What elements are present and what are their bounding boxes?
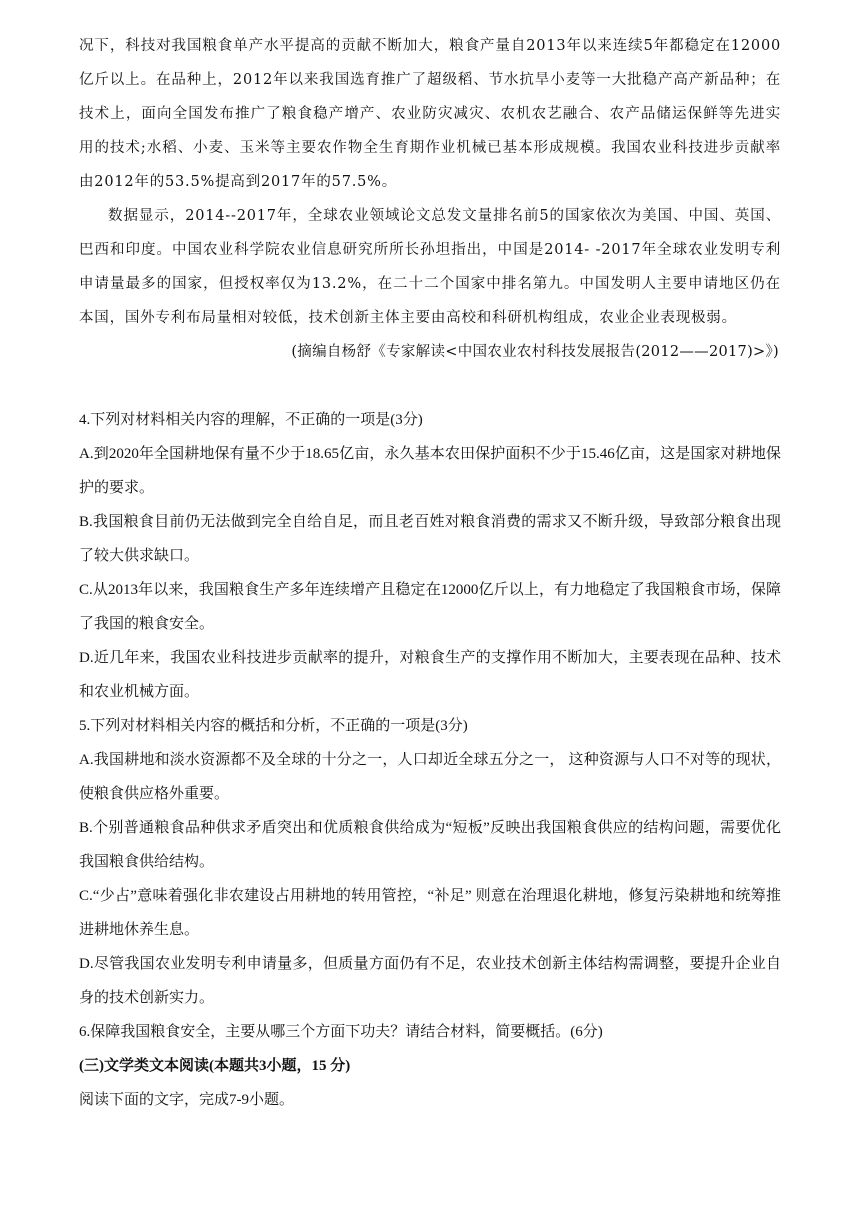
material-paragraph-1: 况下，科技对我国粮食单产水平提高的贡献不断加大，粮食产量自2013年以来连续5年都稳定在12000亿斤以上。在品种上，2012年以来我国选育推广了超级稻、节水抗旱小麦等一大批稳产高产新品种；在技术上，面向全国发布推广了粮食稳产增产、农业防灾减灾、农机农艺融合、农产品储运保鲜等先进实用的技术;水稻、小麦、玉米等主要农作物全生育期作业机械已基本形成规模。我国农业科技进步贡献率由2012年的53.5%提高到2017年的57.5%。	[79, 38, 781, 190]
question-4-stem: 4.下列对材料相关内容的理解，不正确的一项是(3分)	[79, 412, 423, 428]
material-source: (摘编自杨舒《专家解读<中国农业农村科技发展报告(2012——2017)>》)	[291, 344, 779, 360]
question-4-option-c: C.从2013年以来，我国粮食生产多年连续增产且稳定在12000亿斤以上，有力地稳定了我国粮食市场，保障了我国的粮食安全。	[79, 582, 781, 632]
questions	[79, 403, 781, 1117]
reading-material	[79, 29, 781, 369]
question-6-stem: 6.保障我国粮食安全，主要从哪三个方面下功夫？请结合材料，简要概括。(6分)	[79, 1024, 603, 1040]
question-4-option-d: D.近几年来，我国农业科技进步贡献率的提升，对粮食生产的支撑作用不断加大，主要表现在品种、技术和农业机械方面。	[79, 650, 781, 700]
question-5-option-a: A.我国耕地和淡水资源都不及全球的十分之一，人口却近全球五分之一， 这种资源与人口不对等的现状，使粮食供应格外重要。	[79, 752, 781, 802]
material-paragraph-2: 数据显示，2014--2017年，全球农业领域论文总发文量排名前5的国家依次为美国、中国、英国、巴西和印度。中国农业科学院农业信息研究所所长孙坦指出，中国是2014- -2017年全球农业发明专利申请量最多的国家，但授权率仅为13.2%，在二十二个国家中排名第九。中国发明人主要申请地区仍在本国，国外专利布局量相对较低，技术创新主体主要由高校和科研机构组成，农业企业表现极弱。	[79, 208, 781, 326]
question-5-option-c: C.“少占”意味着强化非农建设占用耕地的转用管控，“补足” 则意在治理退化耕地，修复污染耕地和统筹推进耕地休养生息。	[79, 888, 781, 938]
section-title: (三)文学类文本阅读(本题共3小题，15 分)	[79, 1058, 351, 1074]
question-5-stem: 5.下列对材料相关内容的概括和分析，不正确的一项是(3分)	[79, 718, 468, 734]
question-4-option-a: A.到2020年全国耕地保有量不少于18.65亿亩，永久基本农田保护面积不少于15.46亿亩，这是国家对耕地保护的要求。	[79, 446, 781, 496]
question-5-option-d: D.尽管我国农业发明专利申请量多，但质量方面仍有不足，农业技术创新主体结构需调整，要提升企业自身的技术创新实力。	[79, 956, 781, 1006]
section-instruction: 阅读下面的文字，完成7-9小题。	[79, 1092, 294, 1108]
question-5-option-b: B.个别普通粮食品种供求矛盾突出和优质粮食供给成为“短板”反映出我国粮食供应的结构问题，需要优化我国粮食供给结构。	[79, 820, 781, 870]
question-4-option-b: B.我国粮食目前仍无法做到完全自给自足，而且老百姓对粮食消费的需求又不断升级，导致部分粮食出现了较大供求缺口。	[79, 514, 781, 564]
